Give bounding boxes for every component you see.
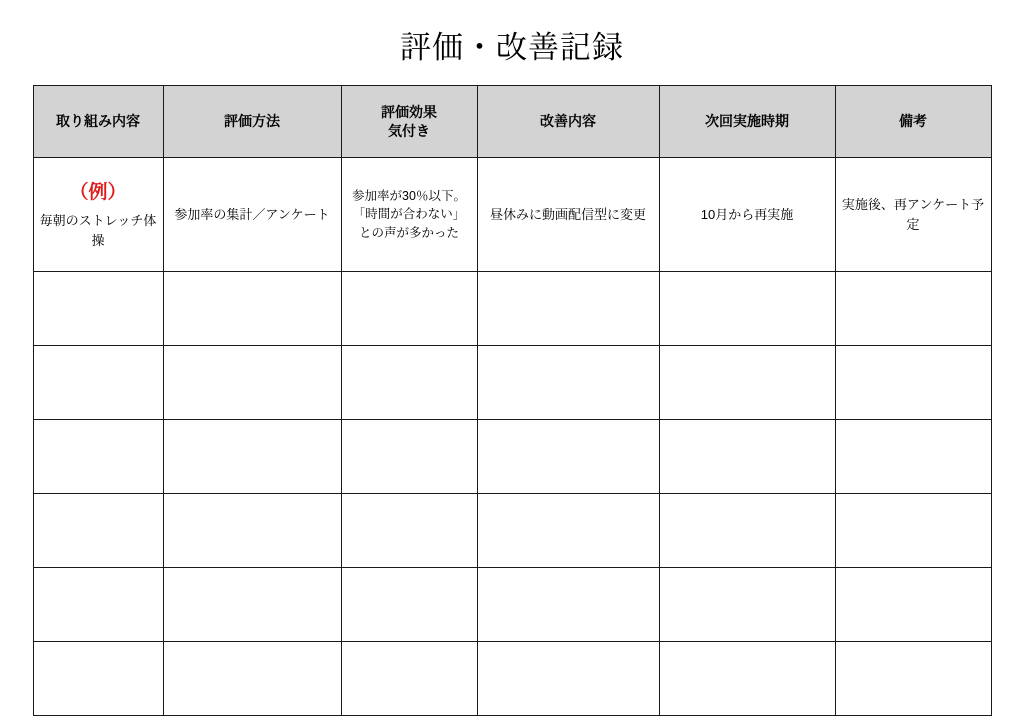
cell-next-schedule[interactable] [659,642,835,716]
table-row [33,494,991,568]
evaluation-improvement-table [33,85,992,716]
page-title: 評価・改善記録 [400,30,624,65]
table-row [33,568,991,642]
table-row [33,642,991,716]
cell-effect[interactable] [341,568,477,642]
cell-improvement[interactable] [477,346,659,420]
table-header [33,86,991,158]
cell-next-schedule[interactable] [659,158,835,272]
cell-effect[interactable] [341,272,477,346]
cell-effect[interactable] [341,420,477,494]
table-header-row [33,86,991,158]
cell-method[interactable] [163,346,341,420]
cell-remarks[interactable] [835,272,991,346]
cell-effect-text: 参加率が30％以下。「時間が合わない」との声が多かった [352,189,466,240]
table-row [33,420,991,494]
column-header-activity [33,86,163,158]
cell-remarks[interactable] [835,420,991,494]
cell-next-schedule[interactable] [659,568,835,642]
cell-method[interactable] [163,420,341,494]
cell-activity[interactable] [33,568,163,642]
cell-next-schedule[interactable] [659,346,835,420]
cell-method[interactable] [163,642,341,716]
cell-method[interactable] [163,568,341,642]
table-row [33,158,991,272]
cell-activity[interactable] [33,494,163,568]
example-label: （例） [69,181,127,203]
cell-method[interactable] [163,158,341,272]
cell-improvement[interactable] [477,494,659,568]
cell-improvement[interactable] [477,642,659,716]
cell-remarks[interactable] [835,158,991,272]
table-row [33,272,991,346]
cell-activity[interactable] [33,158,163,272]
cell-next-schedule[interactable] [659,272,835,346]
cell-effect[interactable] [341,494,477,568]
column-header-activity-line-1: 取り組み内容 [56,113,140,130]
column-header-effect-line-2: 気付き [388,122,430,139]
cell-next-schedule[interactable] [659,494,835,568]
cell-next-schedule-text: 10月から再実施 [700,206,794,222]
column-header-method-line-1: 評価方法 [224,113,280,130]
cell-remarks-text: 実施後、再アンケート予定 [841,197,985,232]
cell-effect[interactable] [341,158,477,272]
cell-remarks[interactable] [835,642,991,716]
cell-effect[interactable] [341,346,477,420]
table-body [33,158,991,716]
cell-remarks[interactable] [835,494,991,568]
cell-improvement[interactable] [477,272,659,346]
cell-remarks[interactable] [835,568,991,642]
cell-improvement-text: 昼休みに動画配信型に変更 [489,206,646,222]
cell-method[interactable] [163,272,341,346]
column-header-next-schedule [659,86,835,158]
cell-method[interactable] [163,494,341,568]
cell-improvement[interactable] [477,568,659,642]
column-header-improvement-line-1: 改善内容 [540,113,596,130]
cell-activity[interactable] [33,642,163,716]
cell-activity[interactable] [33,346,163,420]
cell-improvement[interactable] [477,158,659,272]
cell-activity[interactable] [33,420,163,494]
cell-method-text: 参加率の集計／アンケート [174,206,330,222]
column-header-remarks-line-1: 備考 [899,113,927,130]
column-header-improvement [477,86,659,158]
cell-activity[interactable] [33,272,163,346]
cell-remarks[interactable] [835,346,991,420]
column-header-next-schedule-line-1: 次回実施時期 [705,113,789,130]
table-row [33,346,991,420]
cell-improvement[interactable] [477,420,659,494]
cell-activity-text: 毎朝のストレッチ体操 [39,213,157,248]
cell-next-schedule[interactable] [659,420,835,494]
column-header-method [163,86,341,158]
column-header-remarks [835,86,991,158]
column-header-effect-line-1: 評価効果 [381,103,437,120]
column-header-effect [341,86,477,158]
cell-effect[interactable] [341,642,477,716]
